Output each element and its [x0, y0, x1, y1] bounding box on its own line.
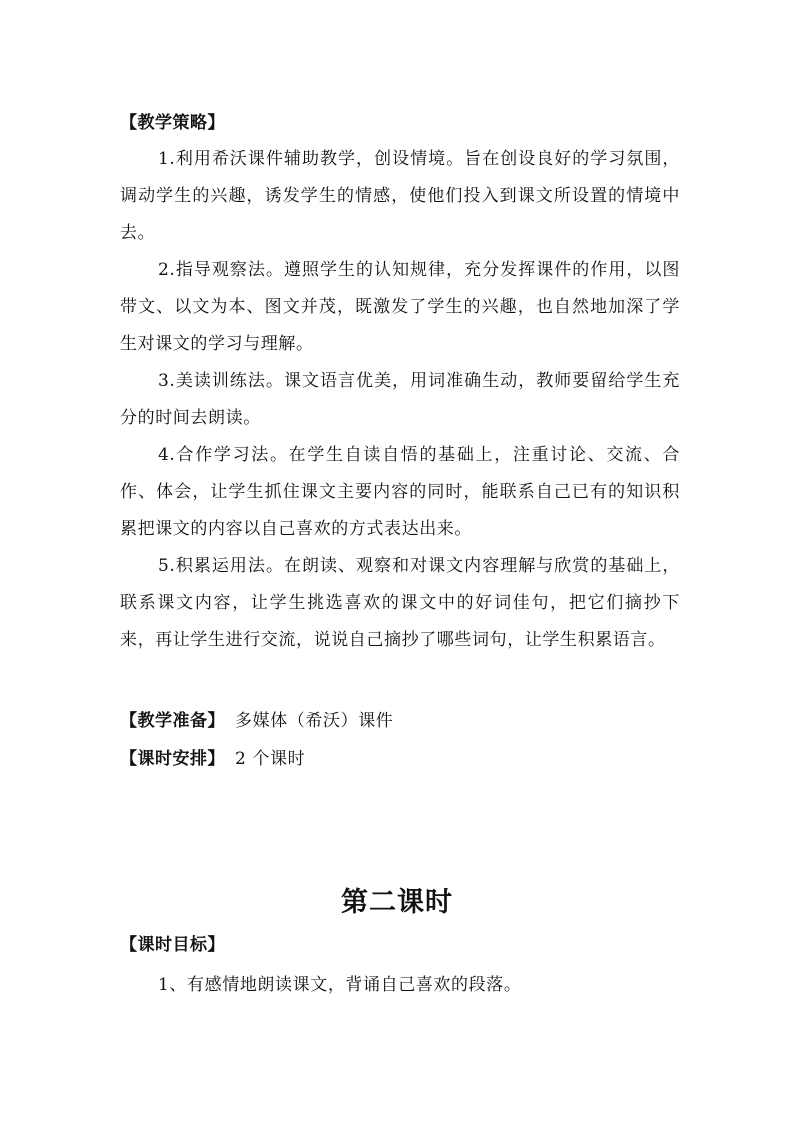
strategy-item-1: 1.利用希沃课件辅助教学，创设情境。旨在创设良好的学习氛围，调动学生的兴趣，诱发学生的情感，使他们投入到课文所设置的情境中去。	[120, 149, 680, 243]
goal-item-1: 1、有感情地朗读课文，背诵自己喜欢的段落。	[158, 975, 522, 995]
strategy-item-4: 4.合作学习法。在学生自读自悟的基础上，注重讨论、交流、合作、体会，让学生抓住课文主要内容的同时，能联系自己已有的知识积累把课文的内容以自己喜欢的方式表达出来。	[120, 445, 680, 539]
schedule-label: 【课时安排】	[120, 749, 225, 769]
strategy-item-3: 3.美读训练法。课文语言优美，用词准确生动，教师要留给学生充分的时间去朗读。	[120, 371, 680, 428]
strategy-item-2: 2.指导观察法。遵照学生的认知规律，充分发挥课件的作用，以图带文、以文为本、图文并茂，既激发了学生的兴趣，也自然地加深了学生对课文的学习与理解。	[120, 260, 680, 354]
preparation-row	[120, 706, 393, 731]
preparation-label: 【教学准备】	[120, 711, 225, 731]
strategy-item-5: 5.积累运用法。在朗读、观察和对课文内容理解与欣赏的基础上，联系课文内容，让学生挑选喜欢的课文中的好词佳句，把它们摘抄下来，再让学生进行交流，说说自己摘抄了哪些词句，让学生积累语言。	[120, 556, 680, 650]
goals-heading: 【课时目标】	[120, 935, 225, 955]
strategy-heading: 【教学策略】	[120, 113, 225, 133]
schedule-row	[120, 744, 305, 769]
schedule-value: 2 个课时	[235, 749, 306, 769]
preparation-value: 多媒体（希沃）课件	[235, 711, 394, 731]
lesson-title: 第二课时	[341, 887, 453, 918]
